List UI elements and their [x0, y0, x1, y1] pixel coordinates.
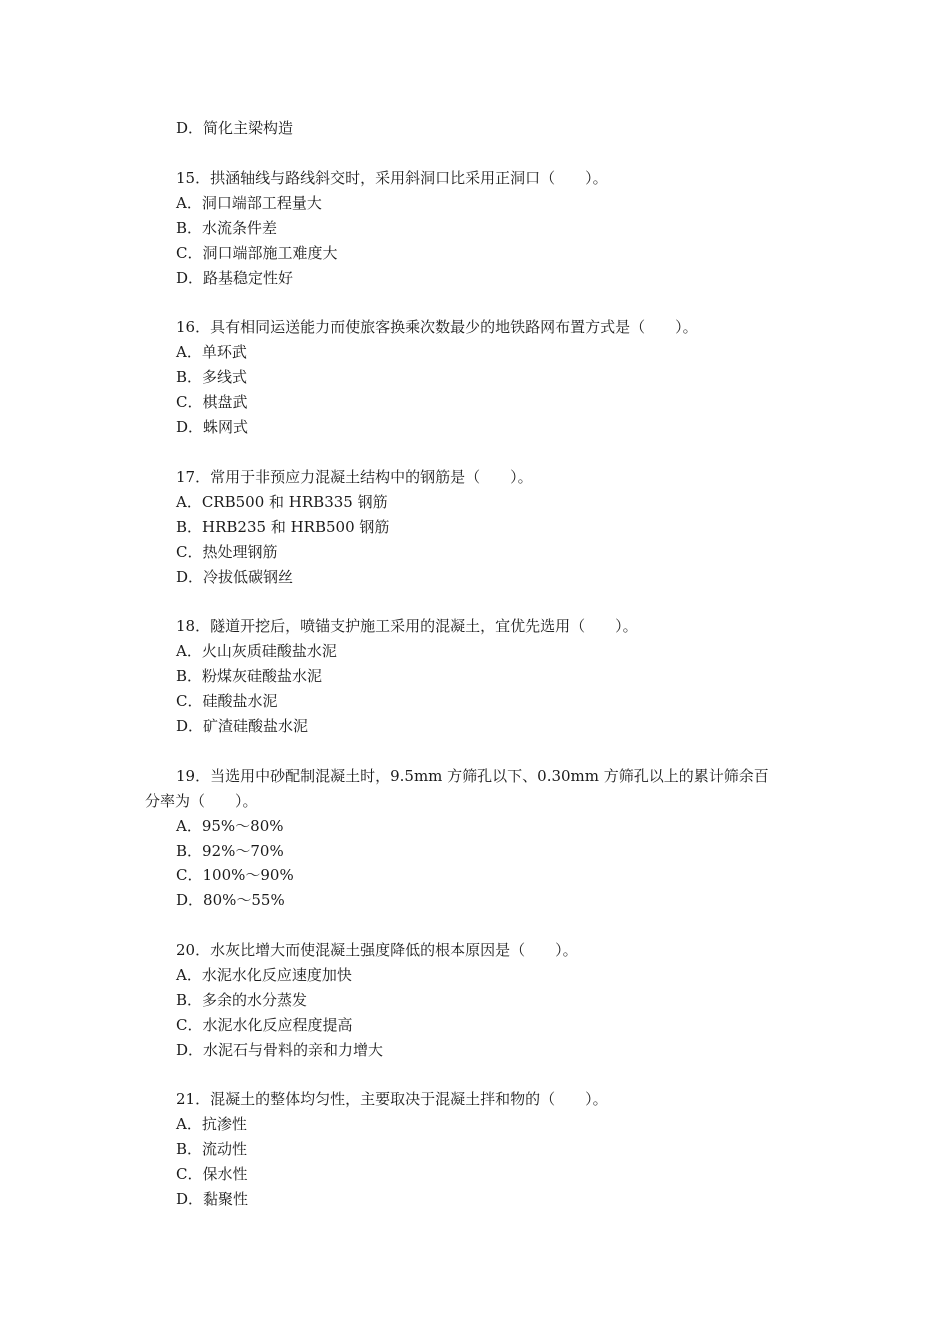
question-18-option-b: B．粉煤灰硅酸盐水泥 — [176, 667, 323, 685]
question-20-option-a: A．水泥水化反应速度加快 — [176, 966, 352, 984]
question-16-stem: 16．具有相同运送能力而使旅客换乘次数最少的地铁路网布置方式是（ ）。 — [176, 318, 698, 336]
question-15-option-a: A．洞口端部工程量大 — [176, 194, 322, 212]
question-17-option-c: C．热处理钢筋 — [176, 543, 278, 561]
question-16-option-d: D．蛛网式 — [176, 418, 249, 436]
question-21-option-d: D．黏聚性 — [176, 1190, 249, 1208]
question-21-stem: 21．混凝土的整体均匀性，主要取决于混凝土拌和物的（ ）。 — [176, 1090, 608, 1108]
question-17-option-d: D．冷拔低碳钢丝 — [176, 568, 294, 586]
question-19-option-d: D．80%～55% — [176, 891, 285, 909]
question-20-option-c: C．水泥水化反应程度提高 — [176, 1016, 353, 1034]
question-19-option-a: A．95%～80% — [176, 817, 284, 835]
question-21-option-b: B．流动性 — [176, 1140, 248, 1158]
question-19-stem: 19．当选用中砂配制混凝土时，9.5mm 方筛孔以下、0.30mm 方筛孔以上的累计筛余百 — [176, 767, 769, 785]
question-19-stem-continued: 分率为（ ）。 — [145, 792, 258, 810]
question-19-option-b: B．92%～70% — [176, 842, 284, 860]
question-18-option-a: A．火山灰质硅酸盐水泥 — [176, 642, 337, 660]
question-16-option-b: B．多线式 — [176, 368, 248, 386]
lead-option: D．简化主梁构造 — [176, 119, 294, 137]
question-16-option-c: C．棋盘武 — [176, 393, 248, 411]
question-15-option-b: B．水流条件差 — [176, 219, 278, 237]
question-15-option-d: D．路基稳定性好 — [176, 269, 294, 287]
question-20-option-b: B．多余的水分蒸发 — [176, 991, 308, 1009]
question-18-option-c: C．硅酸盐水泥 — [176, 692, 278, 710]
question-21-option-a: A．抗渗性 — [176, 1115, 247, 1133]
question-17-option-b: B．HRB235 和 HRB500 钢筋 — [176, 518, 390, 536]
question-20-stem: 20．水灰比增大而使混凝土强度降低的根本原因是（ ）。 — [176, 941, 578, 959]
question-17-option-a: A．CRB500 和 HRB335 钢筋 — [176, 493, 388, 511]
question-21-option-c: C．保水性 — [176, 1165, 248, 1183]
question-15-stem: 15．拱涵轴线与路线斜交时，采用斜洞口比采用正洞口（ ）。 — [176, 169, 608, 187]
question-17-stem: 17．常用于非预应力混凝土结构中的钢筋是（ ）。 — [176, 468, 533, 486]
question-16-option-a: A．单环武 — [176, 343, 247, 361]
question-19-option-c: C．100%～90% — [176, 866, 294, 884]
question-15-option-c: C．洞口端部施工难度大 — [176, 244, 338, 262]
question-18-stem: 18．隧道开挖后，喷锚支护施工采用的混凝土，宜优先选用（ ）。 — [176, 617, 638, 635]
question-20-option-d: D．水泥石与骨料的亲和力增大 — [176, 1041, 384, 1059]
question-18-option-d: D．矿渣硅酸盐水泥 — [176, 717, 309, 735]
